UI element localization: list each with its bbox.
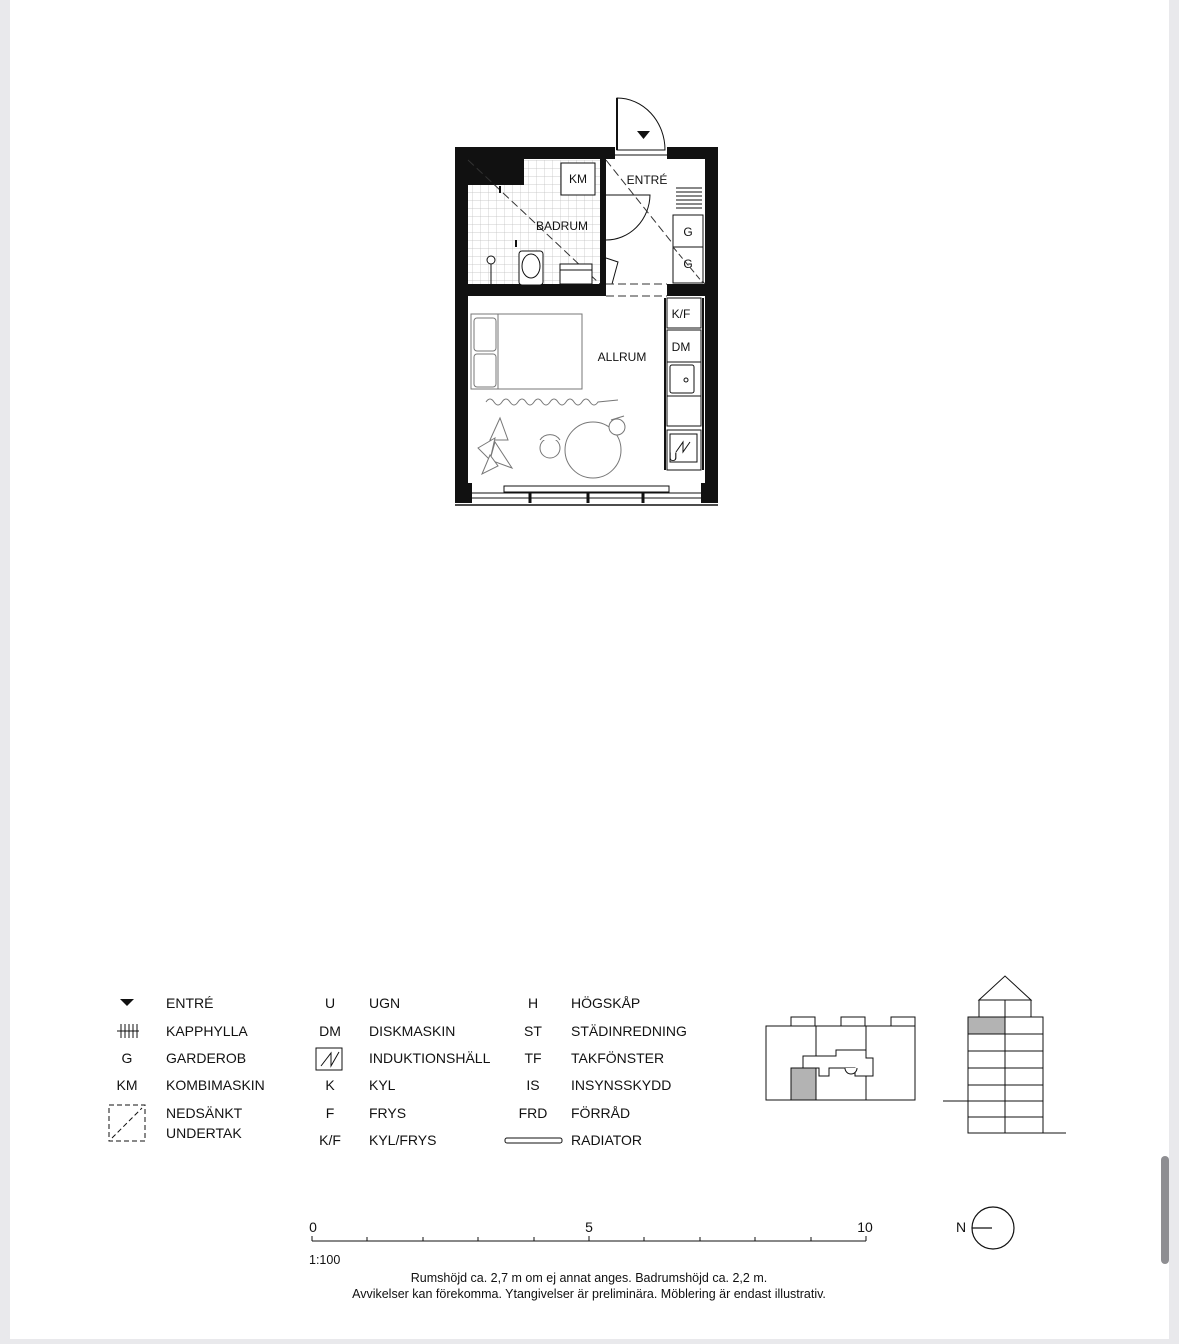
key-plan-section bbox=[943, 976, 1066, 1133]
legend-oven: UGN bbox=[369, 995, 401, 1011]
wardrobe-2-label: G bbox=[683, 257, 693, 271]
legend-code-st: ST bbox=[524, 1023, 542, 1039]
legend-induction-hob: INDUKTIONSHÄLL bbox=[369, 1050, 491, 1066]
legend-coat-rack: KAPPHYLLA bbox=[166, 1023, 248, 1039]
coat-rack bbox=[676, 188, 702, 208]
legend-code-is: IS bbox=[526, 1077, 540, 1093]
bath-door bbox=[606, 195, 650, 284]
legend-code-k: K bbox=[325, 1077, 335, 1093]
legend-lowered-ceiling-2: UNDERTAK bbox=[166, 1125, 242, 1141]
dm-label: DM bbox=[671, 340, 691, 354]
kf-label: K/F bbox=[671, 307, 691, 321]
km-label: KM bbox=[569, 172, 587, 186]
scale-tick-10: 10 bbox=[857, 1219, 873, 1235]
scale-tick-5: 5 bbox=[585, 1219, 593, 1235]
legend-entry: ENTRÉ bbox=[166, 995, 214, 1011]
kitchen bbox=[665, 298, 703, 470]
legend-code-h: H bbox=[527, 995, 539, 1011]
legend-code-kf: K/F bbox=[319, 1132, 341, 1148]
key-plan-section-highlight bbox=[968, 1017, 1005, 1034]
compass-icon bbox=[972, 1207, 1014, 1249]
room-entry-label: ENTRÉ bbox=[626, 173, 668, 187]
wardrobe-1-label: G bbox=[683, 225, 693, 239]
compass-north-label: N bbox=[956, 1219, 967, 1235]
entrance-door bbox=[613, 98, 669, 155]
scale-ratio: 1:100 bbox=[309, 1253, 341, 1267]
legend-fridge-freezer: KYL/FRYS bbox=[369, 1132, 437, 1148]
note-line-2: Avvikelser kan förekomma. Ytangivelser är preliminära. Möblering är endast illustrativ. bbox=[352, 1287, 826, 1301]
legend-cleaning: STÄDINREDNING bbox=[571, 1023, 687, 1039]
induction-hob-icon bbox=[316, 1048, 342, 1070]
legend-code-dm: DM bbox=[319, 1023, 341, 1039]
entry-arrow-icon bbox=[120, 999, 134, 1006]
legend-privacy-screen: INSYNSSKYDD bbox=[571, 1077, 672, 1093]
room-living-label: ALLRUM bbox=[597, 350, 647, 364]
dining-table bbox=[540, 416, 625, 478]
legend-radiator: RADIATOR bbox=[571, 1132, 643, 1148]
floor-plan-sheet bbox=[10, 0, 1169, 1339]
legend bbox=[109, 994, 687, 1148]
legend-code-km: KM bbox=[116, 1077, 138, 1093]
floor-plan bbox=[455, 98, 718, 505]
key-plan-floor-highlight bbox=[791, 1068, 816, 1100]
legend-wardrobe: GARDEROB bbox=[166, 1050, 247, 1066]
vertical-scrollbar[interactable] bbox=[1161, 1156, 1169, 1264]
scale-tick-0: 0 bbox=[309, 1219, 317, 1235]
legend-dishwasher: DISKMASKIN bbox=[369, 1023, 456, 1039]
scale-bar bbox=[312, 1236, 866, 1241]
coat-rack-icon bbox=[117, 1024, 139, 1038]
legend-code-f: F bbox=[325, 1105, 335, 1121]
page-sheet bbox=[10, 0, 1169, 1339]
legend-code-g: G bbox=[121, 1050, 133, 1066]
legend-tall-cabinet: HÖGSKÅP bbox=[571, 995, 641, 1011]
legend-code-frd: FRD bbox=[518, 1105, 548, 1121]
legend-code-u: U bbox=[324, 995, 336, 1011]
radiator-icon bbox=[505, 1138, 562, 1143]
window-sill bbox=[455, 486, 718, 505]
u-label: U bbox=[668, 450, 678, 464]
legend-code-tf: TF bbox=[524, 1050, 542, 1066]
note-line-1: Rumshöjd ca. 2,7 m om ej annat anges. Badrumshöjd ca. 2,2 m. bbox=[410, 1271, 768, 1285]
bed bbox=[471, 314, 582, 389]
legend-fridge: KYL bbox=[369, 1077, 396, 1093]
key-plan-floor bbox=[766, 1017, 915, 1100]
legend-skylight: TAKFÖNSTER bbox=[571, 1050, 665, 1066]
legend-lowered-ceiling: NEDSÄNKT bbox=[166, 1105, 243, 1121]
lowered-ceiling-icon bbox=[109, 1105, 145, 1141]
legend-freezer: FRYS bbox=[369, 1105, 407, 1121]
lounge-chair bbox=[478, 418, 512, 474]
legend-combi-machine: KOMBIMASKIN bbox=[166, 1077, 265, 1093]
legend-storage: FÖRRÅD bbox=[571, 1105, 631, 1121]
curtain bbox=[486, 399, 618, 405]
room-bath-label: BADRUM bbox=[535, 219, 589, 233]
